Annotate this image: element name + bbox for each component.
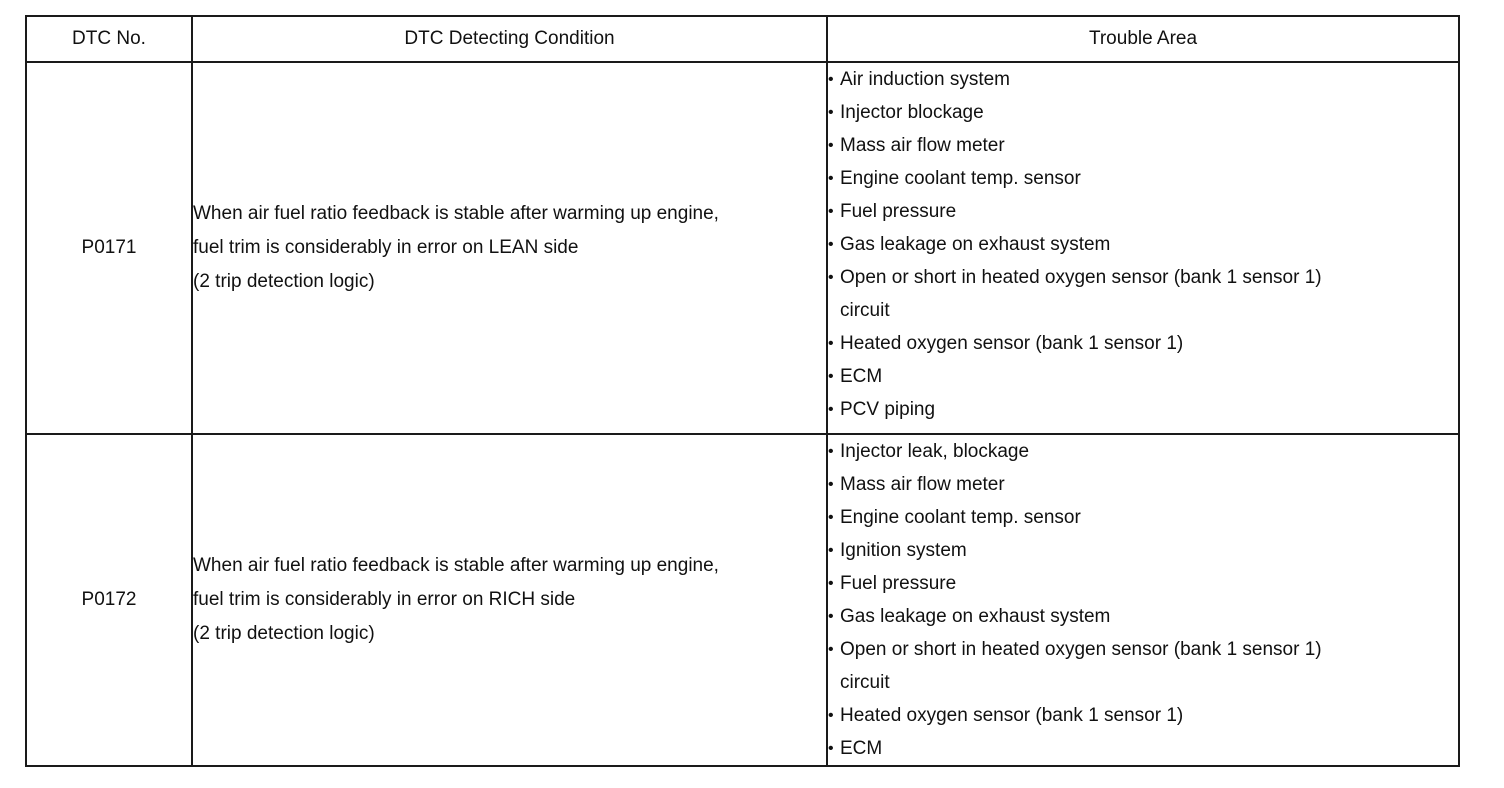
list-item: • Open or short in heated oxygen sensor (bank 1 sensor 1) circuit <box>828 261 1458 327</box>
header-dtc-no: DTC No. <box>26 16 192 62</box>
bullet-icon: • <box>828 641 834 658</box>
bullet-icon: • <box>828 269 834 286</box>
list-item: • Engine coolant temp. sensor <box>828 162 1458 195</box>
bullet-icon: • <box>828 203 834 220</box>
bullet-icon: • <box>828 170 834 187</box>
list-item: • Open or short in heated oxygen sensor (bank 1 sensor 1) circuit <box>828 633 1458 699</box>
dtc-table <box>25 15 1460 767</box>
bullet-icon: • <box>828 401 834 418</box>
condition-line: (2 trip detection logic) <box>193 271 375 292</box>
dtc-code: P0172 <box>81 588 137 610</box>
detecting-condition-cell <box>192 62 827 434</box>
list-item: • ECM <box>828 732 1458 765</box>
bullet-icon: • <box>828 443 834 460</box>
bullet-icon: • <box>828 608 834 625</box>
list-item: • Fuel pressure <box>828 195 1458 228</box>
condition-line: fuel trim is considerably in error on RICH side <box>193 589 576 610</box>
bullet-icon: • <box>828 137 834 154</box>
bullet-icon: • <box>828 236 834 253</box>
trouble-area-list <box>828 63 1458 426</box>
list-item: • Mass air flow meter <box>828 468 1458 501</box>
list-item: • PCV piping <box>828 393 1458 426</box>
trouble-area-list <box>828 435 1458 765</box>
list-item: • ECM <box>828 360 1458 393</box>
bullet-icon: • <box>828 476 834 493</box>
list-item: • Engine coolant temp. sensor <box>828 501 1458 534</box>
bullet-icon: • <box>828 335 834 352</box>
list-item: • Heated oxygen sensor (bank 1 sensor 1) <box>828 699 1458 732</box>
detecting-condition-cell <box>192 434 827 766</box>
table-row <box>26 62 1459 434</box>
list-item: • Gas leakage on exhaust system <box>828 600 1458 633</box>
dtc-code-cell <box>26 434 192 766</box>
list-item: • Injector leak, blockage <box>828 435 1458 468</box>
trouble-area-cell <box>827 434 1459 766</box>
dtc-code: P0171 <box>81 236 137 258</box>
bullet-icon: • <box>828 542 834 559</box>
list-item: • Ignition system <box>828 534 1458 567</box>
trouble-area-cell <box>827 62 1459 434</box>
condition-line: (2 trip detection logic) <box>193 623 375 644</box>
bullet-icon: • <box>828 104 834 121</box>
list-item: • Injector blockage <box>828 96 1458 129</box>
bullet-icon: • <box>828 368 834 385</box>
condition-line: fuel trim is considerably in error on LEAN side <box>193 237 579 258</box>
list-item: • Fuel pressure <box>828 567 1458 600</box>
table-row <box>26 434 1459 766</box>
header-detecting-condition: DTC Detecting Condition <box>192 16 827 62</box>
list-item: • Air induction system <box>828 63 1458 96</box>
bullet-icon: • <box>828 740 834 757</box>
table-header-row <box>26 16 1459 62</box>
list-item: • Heated oxygen sensor (bank 1 sensor 1) <box>828 327 1458 360</box>
dtc-code-cell <box>26 62 192 434</box>
bullet-icon: • <box>828 509 834 526</box>
bullet-icon: • <box>828 707 834 724</box>
list-item: • Gas leakage on exhaust system <box>828 228 1458 261</box>
condition-line: When air fuel ratio feedback is stable after warming up engine, <box>193 203 719 224</box>
bullet-icon: • <box>828 575 834 592</box>
list-item: • Mass air flow meter <box>828 129 1458 162</box>
bullet-icon: • <box>828 71 834 88</box>
header-trouble-area: Trouble Area <box>827 16 1459 62</box>
condition-line: When air fuel ratio feedback is stable after warming up engine, <box>193 555 719 576</box>
